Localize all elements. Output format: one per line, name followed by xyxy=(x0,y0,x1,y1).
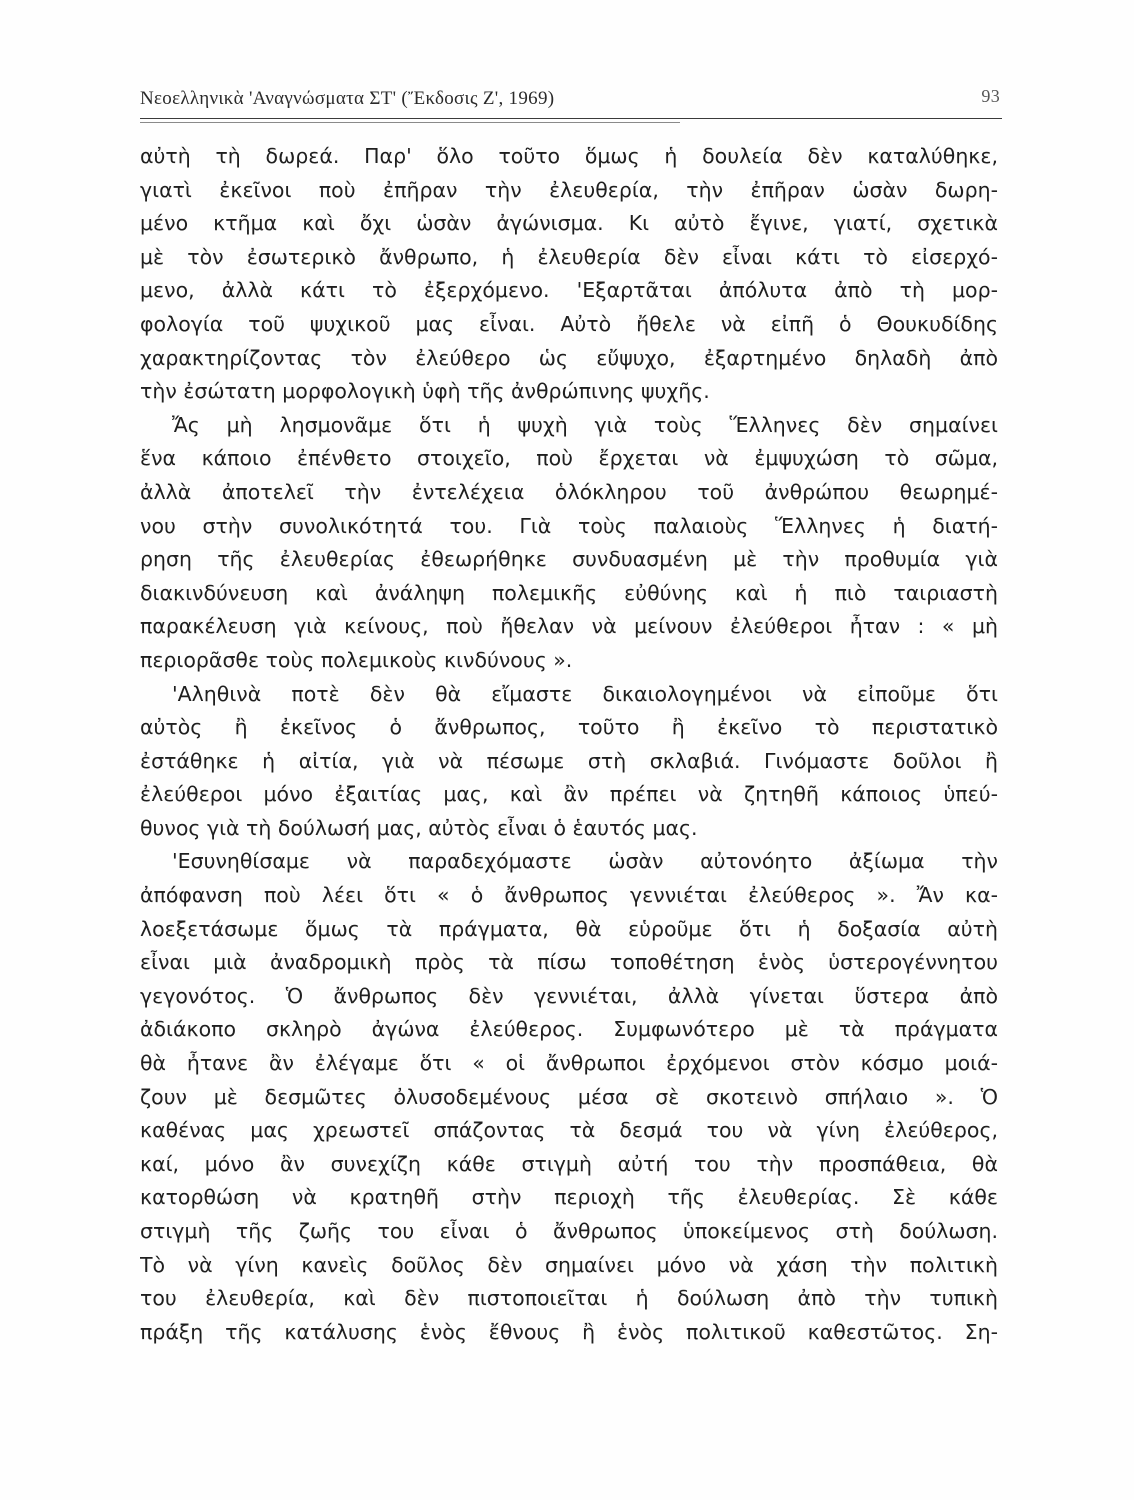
text-line: τὴν ἐσώτατη μορφολογικὴ ὑφὴ τῆς ἀνθρώπινης ψυχῆς. xyxy=(140,379,710,404)
text-line: διακινδύνευση καὶ ἀνάληψη πολεμικῆς εὐθύνης καὶ ἡ πιὸ ταιριαστὴ xyxy=(140,580,998,605)
text-line: καί, μόνο ἂν συνεχίζη κάθε στιγμὴ αὐτή του τὴν προσπάθεια, θὰ xyxy=(140,1151,998,1176)
text-line: φολογία τοῦ ψυχικοῦ μας εἶναι. Αὐτὸ ἤθελε νὰ εἰπῆ ὁ Θουκυδίδης xyxy=(140,311,998,336)
text-line: θὰ ἦτανε ἂν ἐλέγαμε ὅτι « οἱ ἄνθρωποι ἐρχόμενοι στὸν κόσμο μοιά- xyxy=(140,1051,998,1076)
header-title: Νεοελληνικὰ 'Αναγνώσματα ΣΤ' (Ἔκδοσις Ζ', 1969) xyxy=(140,88,555,109)
text-line: χαρακτηρίζοντας τὸν ἐλεύθερο ὡς εὔψυχο, ἐξαρτημένο δηλαδὴ ἀπὸ xyxy=(140,345,998,370)
text-line: καθένας μας χρεωστεῖ σπάζοντας τὰ δεσμά του νὰ γίνη ἐλεύθερος, xyxy=(140,1118,998,1143)
text-line: θυνος γιὰ τὴ δούλωσή μας, αὐτὸς εἶναι ὁ ἑαυτός μας. xyxy=(140,815,698,840)
text-line: 'Εσυνηθίσαμε νὰ παραδεχόμαστε ὡσὰν αὐτονόητο ἀξίωμα τὴν xyxy=(172,849,998,874)
text-line: ἐλεύθεροι μόνο ἐξαιτίας μας, καὶ ἂν πρέπει νὰ ζητηθῆ κάποιος ὑπεύ- xyxy=(140,782,998,807)
text-line: στιγμὴ τῆς ζωῆς του εἶναι ὁ ἄνθρωπος ὑποκείμενος στὴ δούλωση. xyxy=(140,1219,998,1243)
text-line: του ἐλευθερία, καὶ δὲν πιστοποιεῖται ἡ δούλωση ἀπὸ τὴν τυπικὴ xyxy=(140,1286,998,1311)
running-header xyxy=(140,86,1000,116)
text-line: περιορᾶσθε τοὺς πολεμικοὺς κινδύνους ». xyxy=(140,647,573,672)
text-line: κατορθώση νὰ κρατηθῆ στὴν περιοχὴ τῆς ἐλευθερίας. Σὲ κάθε xyxy=(140,1185,998,1210)
text-line: ἀδιάκοπο σκληρὸ ἀγώνα ἐλεύθερος. Συμφωνότερο μὲ τὰ πράγματα xyxy=(140,1017,998,1042)
header-rule xyxy=(140,118,1002,119)
header-underline xyxy=(140,122,680,123)
text-line: ἐστάθηκε ἡ αἰτία, γιὰ νὰ πέσωμε στὴ σκλαβιά. Γινόμαστε δοῦλοι ἢ xyxy=(140,748,998,773)
text-line: παρακέλευση γιὰ κείνους, ποὺ ἤθελαν νὰ μείνουν ἐλεύθεροι ἦταν : « μὴ xyxy=(140,614,998,639)
text-line: λοεξετάσωμε ὅμως τὰ πράγματα, θὰ εὑροῦμε ὅτι ἡ δοξασία αὐτὴ xyxy=(140,916,998,941)
text-line: γεγονότος. Ὁ ἄνθρωπος δὲν γεννιέται, ἀλλὰ γίνεται ὕστερα ἀπὸ xyxy=(140,983,998,1008)
text-line: μενο, ἀλλὰ κάτι τὸ ἐξερχόμενο. 'Εξαρτᾶται ἀπόλυτα ἀπὸ τὴ μορ- xyxy=(140,278,998,303)
text-line: πράξη τῆς κατάλυσης ἑνὸς ἔθνους ἢ ἑνὸς πολιτικοῦ καθεστῶτος. Ση- xyxy=(140,1319,998,1344)
text-line: εἶναι μιὰ ἀναδρομικὴ πρὸς τὰ πίσω τοποθέτηση ἑνὸς ὑστερογέννητου xyxy=(140,950,998,975)
text-line: Τὸ νὰ γίνη κανεὶς δοῦλος δὲν σημαίνει μόνο νὰ χάση τὴν πολιτικὴ xyxy=(140,1252,998,1277)
text-line: 'Αληθινὰ ποτὲ δὲν θὰ εἴμαστε δικαιολογημένοι νὰ εἰποῦμε ὅτι xyxy=(172,681,998,706)
text-line: ρηση τῆς ἐλευθερίας ἐθεωρήθηκε συνδυασμένη μὲ τὴν προθυμία γιὰ xyxy=(140,547,998,572)
page-number: 93 xyxy=(981,86,1000,106)
text-line: μένο κτῆμα καὶ ὄχι ὡσὰν ἀγώνισμα. Κι αὐτὸ ἔγινε, γιατί, σχετικὰ xyxy=(140,211,998,236)
text-line: μὲ τὸν ἐσωτερικὸ ἄνθρωπο, ἡ ἐλευθερία δὲν εἶναι κάτι τὸ εἰσερχό- xyxy=(140,244,998,269)
text-line: ἕνα κάποιο ἐπένθετο στοιχεῖο, ποὺ ἔρχεται νὰ ἐμψυχώση τὸ σῶμα, xyxy=(140,446,998,471)
text-line: ἀπόφανση ποὺ λέει ὅτι « ὁ ἄνθρωπος γεννιέται ἐλεύθερος ». Ἄν κα- xyxy=(140,883,998,908)
text-line: αὐτὸς ἢ ἐκεῖνος ὁ ἄνθρωπος, τοῦτο ἢ ἐκεῖνο τὸ περιστατικὸ xyxy=(140,715,998,740)
text-line: αὐτὴ τὴ δωρεά. Παρ' ὅλο τοῦτο ὅμως ἡ δουλεία δὲν καταλύθηκε, xyxy=(140,144,998,168)
text-line: ἀλλὰ ἀποτελεῖ τὴν ἐντελέχεια ὁλόκληρου τοῦ ἀνθρώπου θεωρημέ- xyxy=(140,479,998,504)
text-line: Ἄς μὴ λησμονᾶμε ὅτι ἡ ψυχὴ γιὰ τοὺς Ἕλληνες δὲν σημαίνει xyxy=(172,412,998,437)
text-line: νου στὴν συνολικότητά του. Γιὰ τοὺς παλαιοὺς Ἕλληνες ἡ διατή- xyxy=(140,513,998,538)
text-line: ζουν μὲ δεσμῶτες ὀλυσοδεμένους μέσα σὲ σκοτεινὸ σπήλαιο ». Ὁ xyxy=(140,1084,998,1109)
text-line: γιατὶ ἐκεῖνοι ποὺ ἐπῆραν τὴν ἐλευθερία, τὴν ἐπῆραν ὡσὰν δωρη- xyxy=(140,177,998,202)
body-text xyxy=(140,140,998,1349)
